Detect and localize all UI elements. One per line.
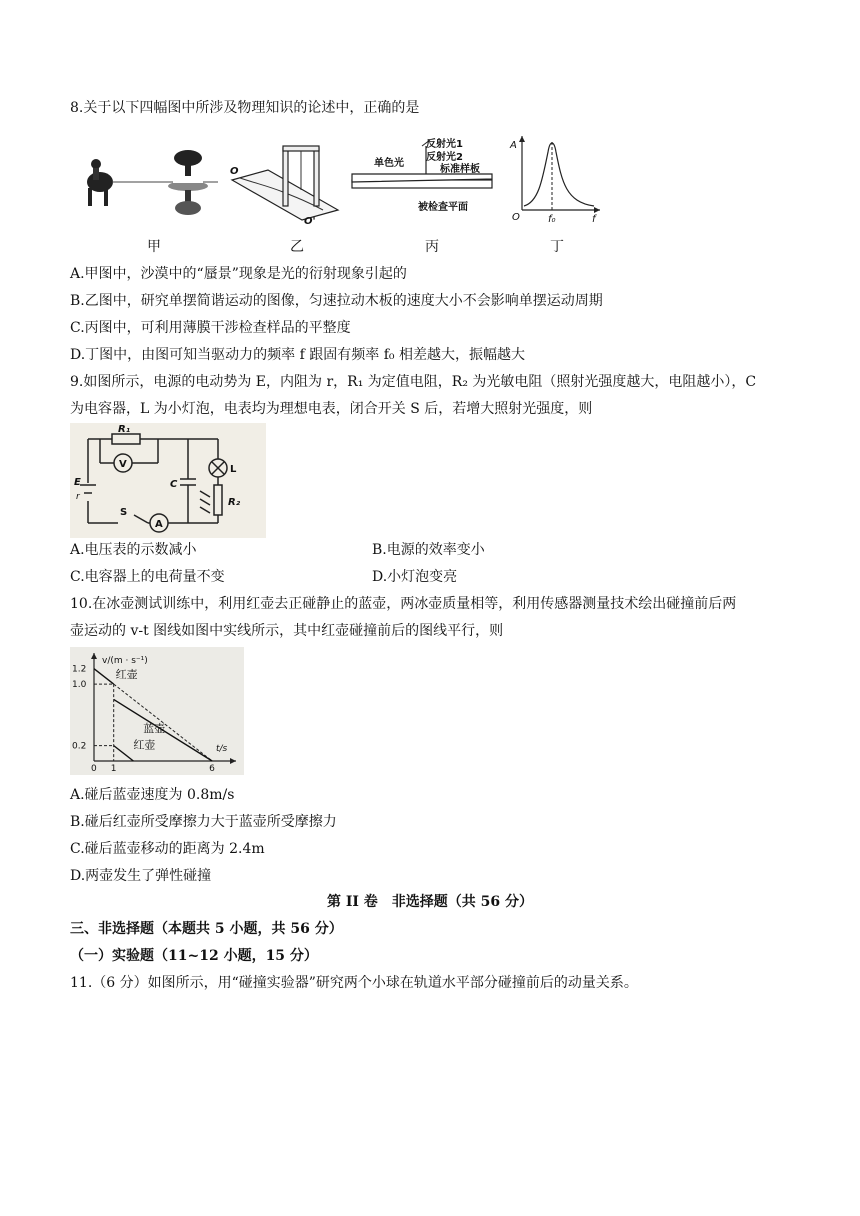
circuit-s-label: S [120, 507, 128, 518]
fig-ding-f0-label: f₀ [548, 214, 556, 224]
figure-yi-pendulum [228, 140, 348, 226]
circuit-v-label: V [119, 459, 127, 470]
fig-ding-o-label: O [512, 212, 520, 223]
chart-y-axis-label: v/(m · s⁻¹) [102, 656, 148, 666]
q8-stem: 8.关于以下四幅图中所涉及物理知识的论述中，正确的是 [70, 100, 420, 116]
q9-stem-line1: 9.如图所示，电源的电动势为 E，内阻为 r，R₁ 为定值电阻，R₂ 为光敏电阻（照射光强度越大，电阻越小），C [70, 374, 757, 390]
q8-option-c: C.丙图中，可利用薄膜干涉检查样品的平整度 [70, 320, 351, 336]
section3-heading: 三、非选择题（本题共 5 小题，共 56 分） [70, 921, 343, 937]
q9-option-b: B.电源的效率变小 [372, 542, 485, 558]
fig-bing-sample-label: 标准样板 [440, 164, 480, 175]
q9-stem-line2: 为电容器，L 为小灯泡，电表均为理想电表，闭合开关 S 后，若增大照射光强度，则 [70, 401, 593, 417]
q10-stem-line2: 壶运动的 v-t 图线如图中实线所示，其中红壶碰撞前后的图线平行，则 [70, 623, 504, 639]
q9-option-d: D.小灯泡变亮 [372, 569, 458, 585]
q8-option-a: A.甲图中，沙漠中的“蜃景”现象是光的衍射现象引起的 [70, 266, 407, 282]
q9-option-a: A.电压表的示数减小 [70, 542, 197, 558]
caption-bing: 丙 [425, 239, 439, 255]
fig-bing-plane-label: 被检查平面 [418, 202, 468, 213]
q10-option-b: B.碰后红壶所受摩擦力大于蓝壶所受摩擦力 [70, 814, 337, 830]
q9-option-c: C.电容器上的电荷量不变 [70, 569, 225, 585]
fig-yi-label-o-prime: O' [304, 216, 316, 226]
fig-ding-a-label: A [510, 140, 517, 151]
circuit-l-label: L [230, 464, 237, 475]
fig-ding-f-label: f [592, 214, 596, 224]
figure-q9-circuit [70, 423, 266, 538]
chart-y-tick-label: 1.0 [72, 680, 87, 691]
chart-y-tick-label: 0.2 [72, 741, 87, 752]
chart-x-axis-label: t/s [216, 744, 228, 754]
circuit-r-label: r [76, 492, 80, 502]
caption-jia: 甲 [147, 239, 161, 255]
circuit-r2-label: R₂ [228, 497, 241, 508]
circuit-c-label: C [170, 479, 178, 490]
q11-stem: 11.（6 分）如图所示，用“碰撞实验器”研究两个小球在轨道水平部分碰撞前后的动量关系。 [70, 975, 638, 991]
q8-option-d: D.丁图中，由图可知当驱动力的频率 f 跟固有频率 f₀ 相差越大，振幅越大 [70, 347, 525, 363]
q8-option-b: B.乙图中，研究单摆简谐运动的图像，匀速拉动木板的速度大小不会影响单摆运动周期 [70, 293, 603, 309]
q10-option-c: C.碰后蓝壶移动的距离为 2.4m [70, 841, 265, 857]
chart-series-label: 蓝壶 [143, 721, 166, 735]
figure-q10-vt-chart [70, 647, 244, 775]
chart-y-tick-label: 1.2 [72, 664, 87, 675]
fig-yi-label-o: O [230, 166, 239, 177]
figure-bing-thin-film [348, 136, 498, 218]
figure-ding-resonance [508, 132, 604, 224]
chart-series-label: 红壶 [133, 738, 156, 752]
fig-bing-reflect2-label: 反射光2 [426, 152, 463, 163]
circuit-a-label: A [155, 519, 163, 530]
part2-title: 第 II 卷 非选择题（共 56 分） [326, 894, 534, 910]
chart-series-label: 红壶 [115, 667, 138, 681]
q10-option-d: D.两壶发生了弹性碰撞 [70, 868, 212, 884]
chart-x-tick-label: 1 [110, 764, 117, 774]
circuit-e-label: E [74, 477, 81, 488]
q10-stem-line1: 10.在冰壶测试训练中，利用红壶去正碰静止的蓝壶，两冰壶质量相等，利用传感器测量技术绘出碰撞前后两 [70, 596, 737, 612]
chart-x-tick-label: 0 [91, 764, 97, 774]
chart-x-tick-label: 6 [209, 764, 215, 774]
fig-bing-reflect1-label: 反射光1 [426, 139, 463, 150]
caption-ding: 丁 [550, 239, 564, 255]
circuit-r1-label: R₁ [118, 424, 131, 435]
q10-option-a: A.碰后蓝壶速度为 0.8m/s [70, 787, 235, 803]
caption-yi: 乙 [290, 239, 304, 255]
subsection-experiment-heading: （一）实验题（11~12 小题，15 分） [70, 948, 318, 964]
fig-bing-light-label: 单色光 [374, 158, 404, 169]
figure-jia-mirage [78, 140, 218, 220]
